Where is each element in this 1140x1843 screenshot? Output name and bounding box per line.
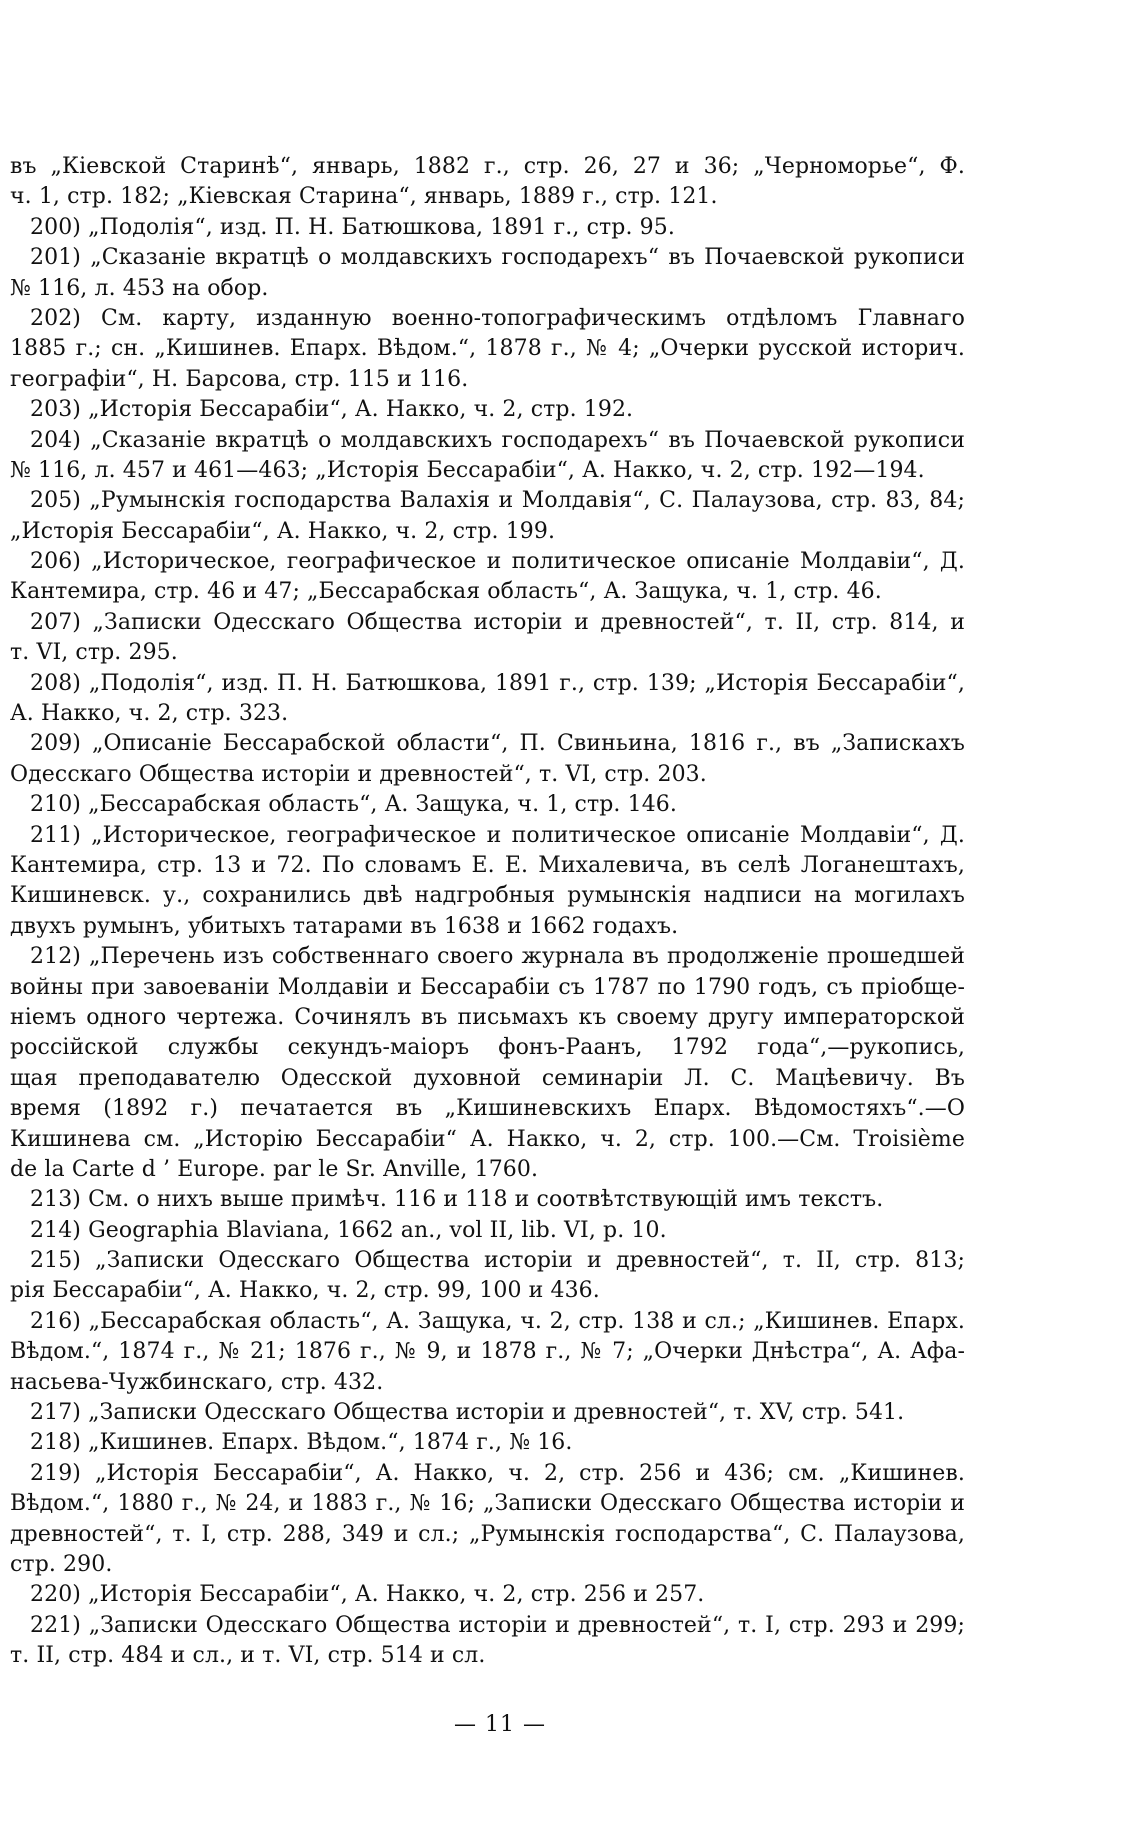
text-line: 208) „Подолія“, изд. П. Н. Батюшкова, 1891 г., стр. 139; „Исторія Бессарабіи“, — [30, 670, 965, 696]
text-line: въ „Кіевской Старинѣ“, январь, 1882 г., стр. 26, 27 и 36; „Черноморье“, Ф. — [10, 154, 965, 179]
text-line: 214) Geographia Blaviana, 1662 an., vol II, lib. VI, p. 10. — [30, 1217, 667, 1243]
text-line: войны при завоеваніи Молдавіи и Бессарабіи съ 1787 по 1790 годъ, съ пріобще- — [10, 974, 965, 1000]
text-line: Кишиневск. у., сохранились двѣ надгробныя румынскія надписи на могилахъ — [10, 883, 965, 909]
text-line: 209) „Описаніе Бессарабской области“, П. Свиньина, 1816 г., въ „Запискахъ — [30, 731, 965, 757]
text-line: 210) „Бессарабская область“, А. Защука, ч. 1, стр. 146. — [30, 792, 677, 818]
text-line: А. Накко, ч. 2, стр. 323. — [10, 701, 289, 727]
text-line: Кантемира, стр. 46 и 47; „Бессарабская область“, А. Защука, ч. 1, стр. 46. — [10, 579, 882, 605]
text-line: 220) „Исторія Бессарабіи“, А. Накко, ч. 2, стр. 256 и 257. — [30, 1582, 705, 1608]
text-line: 205) „Румынскія господарства Валахія и Молдавія“, С. Палаузова, стр. 83, 84; — [30, 488, 965, 514]
text-line: ніемъ одного чертежа. Сочинялъ въ письмахъ къ своему другу императорской — [10, 1004, 965, 1030]
text-line: щая преподавателю Одесской духовной семинаріи Л. С. Мацѣевичу. Въ — [10, 1065, 965, 1091]
page-number: — 11 — — [454, 1712, 546, 1737]
text-line: Одесскаго Общества исторіи и древностей“, т. VI, стр. 203. — [10, 761, 707, 787]
text-line: 204) „Сказаніе вкратцѣ о молдавскихъ господарехъ“ въ Почаевской рукописи — [30, 427, 965, 453]
text-line: 200) „Подолія“, изд. П. Н. Батюшкова, 1891 г., стр. 95. — [30, 214, 675, 240]
text-line: № 116, л. 453 на обор. — [10, 275, 269, 301]
text-line: Вѣдом.“, 1874 г., № 21; 1876 г., № 9, и 1878 г., № 7; „Очерки Днѣстра“, А. Афа- — [10, 1339, 965, 1365]
text-line: стр. 290. — [10, 1551, 113, 1577]
text-line: Вѣдом.“, 1880 г., № 24, и 1883 г., № 16; „Записки Одесскаго Общества исторіи и — [10, 1491, 965, 1517]
text-line: № 116, л. 457 и 461—463; „Исторія Бессарабіи“, А. Накко, ч. 2, стр. 192—194. — [10, 457, 925, 483]
text-line: 213) См. о нихъ выше примѣч. 116 и 118 и соотвѣтствующій имъ текстъ. — [30, 1187, 884, 1213]
text-line: 215) „Записки Одесскаго Общества исторіи и древностей“, т. II, стр. 813; — [30, 1248, 965, 1274]
text-line: 1885 г.; сн. „Кишинев. Епарх. Вѣдом.“, 1878 г., № 4; „Очерки русской историч. — [10, 336, 965, 362]
text-line: 218) „Кишинев. Епарх. Вѣдом.“, 1874 г., № 16. — [30, 1430, 573, 1456]
text-line: 207) „Записки Одесскаго Общества исторіи и древностей“, т. II, стр. 814, и — [30, 609, 965, 635]
text-line: 202) См. карту, изданную военно-топографическимъ отдѣломъ Главнаго — [30, 305, 965, 331]
text-line: 211) „Историческое, географическое и политическое описаніе Молдавіи“, Д. — [30, 822, 965, 848]
text-line: 203) „Исторія Бессарабіи“, А. Накко, ч. 2, стр. 192. — [30, 397, 634, 423]
text-line: Кишинева см. „Исторію Бессарабіи“ А. Накко, ч. 2, стр. 100.—См. Troisième — [10, 1126, 965, 1152]
text-line: т. VI, стр. 295. — [10, 640, 178, 666]
text-line: 221) „Записки Одесскаго Общества исторіи и древностей“, т. I, стр. 293 и 299; — [30, 1612, 965, 1638]
text-line: „Исторія Бессарабіи“, А. Накко, ч. 2, стр. 199. — [10, 518, 556, 544]
text-line: 216) „Бессарабская область“, А. Защука, ч. 2, стр. 138 и сл.; „Кишинев. Епарх. — [30, 1308, 965, 1334]
text-line: de la Carte d ’ Europe. par le Sr. Anville, 1760. — [10, 1156, 539, 1182]
text-line: 217) „Записки Одесскаго Общества исторіи и древностей“, т. XV, стр. 541. — [30, 1400, 905, 1426]
text-line: россійской службы секундъ-маіоръ фонъ-Раанъ, 1792 года“,—рукопись, — [10, 1035, 965, 1061]
text-line: т. II, стр. 484 и сл., и т. VI, стр. 514 и сл. — [10, 1643, 486, 1669]
text-line: рія Бессарабіи“, А. Накко, ч. 2, стр. 99, 100 и 436. — [10, 1278, 600, 1304]
text-line: 206) „Историческое, географическое и политическое описаніе Молдавіи“, Д. — [30, 549, 965, 575]
text-line: насьева-Чужбинскаго, стр. 432. — [10, 1369, 384, 1395]
text-line: географіи“, Н. Барсова, стр. 115 и 116. — [10, 366, 469, 392]
text-line: древностей“, т. I, стр. 288, 349 и сл.; „Румынскія господарства“, С. Палаузова, — [10, 1521, 965, 1547]
footnotes-block — [10, 152, 965, 1672]
text-line: двухъ румынъ, убитыхъ татарами въ 1638 и 1662 годахъ. — [10, 913, 679, 939]
text-line: ч. 1, стр. 182; „Кіевская Старина“, январь, 1889 г., стр. 121. — [10, 184, 718, 210]
text-line: 212) „Перечень изъ собственнаго своего журнала въ продолженіе прошедшей — [30, 944, 965, 970]
text-line: время (1892 г.) печатается въ „Кишиневскихъ Епарх. Вѣдомостяхъ“.—О — [10, 1096, 965, 1122]
text-line: 219) „Исторія Бессарабіи“, А. Накко, ч. 2, стр. 256 и 436; см. „Кишинев. — [30, 1460, 965, 1486]
text-line: Кантемира, стр. 13 и 72. По словамъ Е. Е. Михалевича, въ селѣ Логанештахъ, — [10, 852, 965, 878]
text-line: 201) „Сказаніе вкратцѣ о молдавскихъ господарехъ“ въ Почаевской рукописи — [30, 245, 965, 271]
